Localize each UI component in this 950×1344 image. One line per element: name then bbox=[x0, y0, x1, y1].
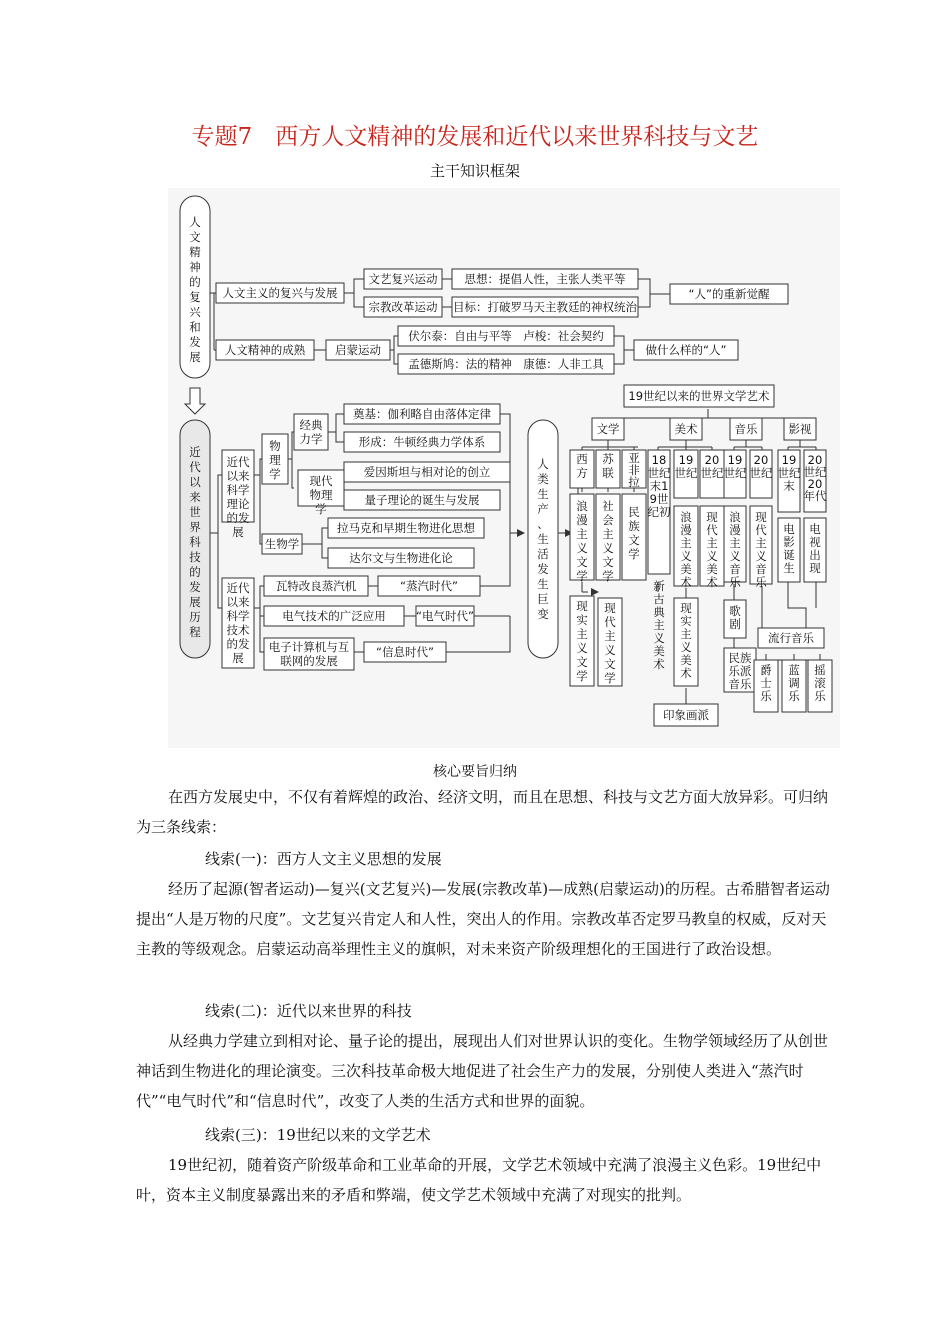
clue1-title: 线索(一)：西方人文主义思想的发展 bbox=[205, 850, 442, 868]
film-19c-late: 19 世纪末 bbox=[777, 453, 801, 493]
tv-appears: 电视出现 bbox=[809, 522, 821, 575]
oval-science-label: 近代以来世界科技的发展历程 bbox=[189, 445, 201, 639]
film-20c-20s: 20 世纪 20 年代 bbox=[803, 453, 827, 503]
realist-lit: 现实主义文学 bbox=[576, 599, 588, 683]
arts-header: 19世纪以来的世界文学艺术 bbox=[628, 389, 770, 403]
info-age: “信息时代” bbox=[376, 645, 434, 659]
arts-fine-arts: 美术 bbox=[674, 422, 698, 436]
modern-lit: 现代主义文学 bbox=[604, 601, 616, 685]
opera: 歌剧 bbox=[729, 604, 741, 631]
steam-age: “蒸汽时代” bbox=[400, 579, 458, 593]
computer-internet: 电子计算机与互联网的发展 bbox=[268, 640, 350, 668]
intro-paragraph: 在西方发展史中，不仅有着辉煌的政治、经济文明，而且在思想、科技与文艺方面大放异彩。可归纳为三条线索： bbox=[136, 788, 829, 836]
modern-physics: 现代物理学 bbox=[309, 474, 333, 516]
arts-film: 影视 bbox=[788, 422, 812, 436]
national-lit: 民族文学 bbox=[628, 505, 640, 561]
romantic-lit: 浪漫主义文学 bbox=[576, 499, 588, 583]
watt: 瓦特改良蒸汽机 bbox=[275, 579, 357, 593]
humanism-mature: 人文精神的成熟 bbox=[224, 343, 306, 357]
physics: 物理学 bbox=[269, 439, 281, 481]
film-birth: 电影诞生 bbox=[783, 522, 795, 575]
reformation-goal: 目标：打破罗马天主教廷的神权统治 bbox=[453, 300, 637, 314]
electric-age: “电气时代” bbox=[416, 609, 474, 623]
montesquieu-kant: 孟德斯鸠：法的精神 康德：人非工具 bbox=[408, 357, 604, 371]
lit-west: 西方 bbox=[576, 452, 588, 480]
newton: 形成：牛顿经典力学体系 bbox=[358, 435, 486, 449]
renaissance-thought: 思想：提倡人性，主张人类平等 bbox=[464, 272, 626, 286]
clue3-title: 线索(三)：19世纪以来的文学艺术 bbox=[205, 1126, 431, 1144]
arts-music: 音乐 bbox=[734, 422, 758, 436]
romantic-art: 浪漫主义美术 bbox=[680, 510, 692, 589]
music-19c: 19 世纪 bbox=[723, 453, 747, 480]
lamarck: 拉马克和早期生物进化思想 bbox=[337, 521, 475, 535]
humanism-revival: 人文主义的复兴与发展 bbox=[222, 286, 338, 300]
clue2-title: 线索(二)：近代以来世界的科技 bbox=[205, 1002, 412, 1020]
kind-of-man: 做什么样的“人” bbox=[645, 343, 727, 357]
clue3-paragraph: 19世纪初，随着资产阶级革命和工业革命的开展，文学艺术领域中充满了浪漫主义色彩。19世纪中叶，资本主义制度暴露出来的矛盾和弊端，使文学艺术领域中充满了对现实的批判。 bbox=[136, 1156, 822, 1204]
arts-literature: 文学 bbox=[596, 422, 620, 436]
science-theory: 近代以来科学理论的发展 bbox=[226, 455, 250, 539]
impressionism: 印象画派 bbox=[663, 708, 709, 722]
art-20c: 20 世纪 bbox=[700, 453, 724, 480]
clue2-paragraph: 从经典力学建立到相对论、量子论的提出，展现出人们对世界认识的变化。生物学领域经历了从创世神话到生物进化的理论演变。三次科技革命极大地促进了社会生产力的发展，分别使人类进入“蒸汽时代”“电气时代”和“信息时代”，改变了人类的生活方式和世界的面貌。 bbox=[136, 1032, 829, 1110]
darwin: 达尔文与生物进化论 bbox=[349, 551, 453, 565]
biology: 生物学 bbox=[264, 537, 300, 551]
popular-music: 流行音乐 bbox=[768, 631, 814, 645]
galileo: 奠基：伽利略自由落体定律 bbox=[353, 407, 491, 421]
voltaire-rousseau: 伏尔泰：自由与平等 卢梭：社会契约 bbox=[408, 329, 604, 343]
knowledge-framework-diagram bbox=[168, 188, 840, 748]
oval-humanism-label: 人文精神的复兴和发展 bbox=[189, 215, 201, 364]
art-18c-late: 18 世纪末1 9世纪初 bbox=[647, 453, 671, 519]
romantic-music: 浪漫主义音乐 bbox=[729, 510, 741, 589]
science-tech: 近代以来科学技术的发展 bbox=[226, 581, 250, 665]
socialist-lit: 社会主义文学 bbox=[602, 499, 614, 583]
section-heading: 核心要旨归纳 bbox=[433, 764, 517, 780]
oval-impact-label: 人类生产、生活发生巨变 bbox=[537, 457, 549, 621]
rock: 摇滚乐 bbox=[814, 663, 826, 703]
realist-art: 现实主义美术 bbox=[680, 601, 692, 680]
music-20c: 20 世纪 bbox=[749, 453, 773, 480]
reformation: 宗教改革运动 bbox=[368, 300, 438, 314]
lit-soviet: 苏联 bbox=[602, 452, 614, 480]
electric-tech: 电气技术的广泛应用 bbox=[282, 609, 386, 623]
clue1-paragraph: 经历了起源(智者运动)—复兴(文艺复兴)—发展(宗教改革)—成熟(启蒙运动)的历程。古希腊智者运动提出“人是万物的尺度”。文艺复兴肯定人和人性，突出人的作用。宗教改革否定罗马教皇的权威，反对天主教的等级观念。启蒙运动高举理性主义的旗帜，对未来资产阶级理想化的王国进行了政治设想。 bbox=[136, 880, 830, 958]
einstein: 爱因斯坦与相对论的创立 bbox=[363, 465, 491, 479]
page-title: 专题7 西方人文精神的发展和近代以来世界科技与文艺 bbox=[191, 124, 759, 150]
quantum: 量子理论的诞生与发展 bbox=[364, 493, 480, 507]
classical-mechanics: 经典力学 bbox=[299, 418, 323, 446]
diagram-caption: 主干知识框架 bbox=[429, 162, 520, 180]
enlightenment: 启蒙运动 bbox=[335, 343, 381, 357]
modern-art: 现代主义美术 bbox=[706, 510, 718, 589]
modern-music: 现代主义音乐 bbox=[755, 510, 767, 589]
jazz: 爵士乐 bbox=[760, 663, 772, 703]
neoclassical-art: 新古典主义美术 bbox=[653, 579, 665, 671]
art-19c: 19 世纪 bbox=[674, 453, 698, 480]
renaissance: 文艺复兴运动 bbox=[368, 272, 438, 286]
rediscover-man: “人”的重新觉醒 bbox=[688, 287, 770, 301]
lit-asia-africa: 亚非拉 bbox=[628, 451, 640, 489]
framework-svg bbox=[168, 188, 840, 748]
national-music: 民族乐派音乐 bbox=[728, 651, 752, 691]
blues: 蓝调乐 bbox=[788, 663, 800, 703]
